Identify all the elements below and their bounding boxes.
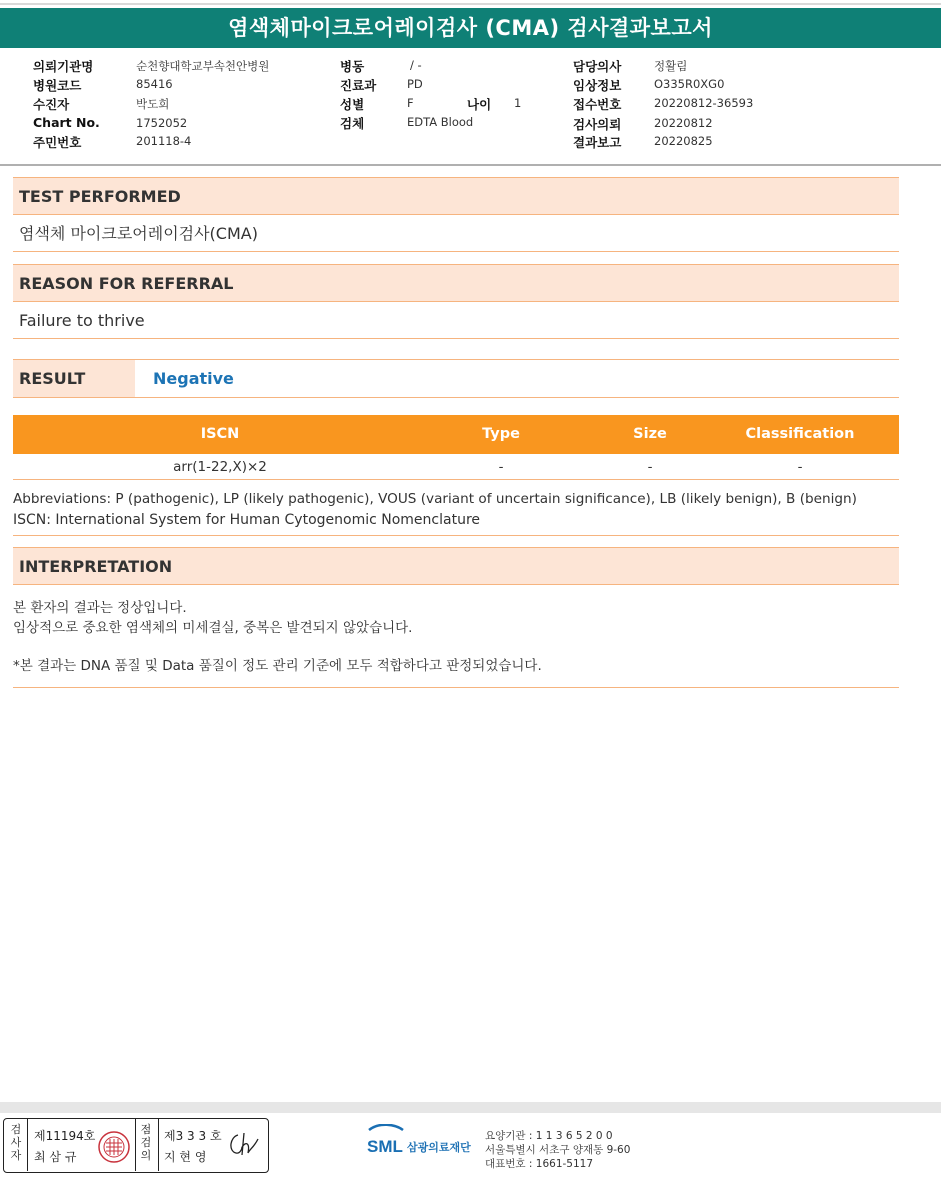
reviewer-label bbox=[137, 1123, 155, 1175]
age-label: 나이 bbox=[467, 97, 492, 112]
org-registration: 요양기관 : 1 1 3 6 5 2 0 0 bbox=[485, 1130, 613, 1142]
separator bbox=[158, 1119, 159, 1171]
report-title: 염색체마이크로어레이검사 (CMA) 검사결과보고서 bbox=[0, 8, 941, 48]
col-type: Type bbox=[482, 426, 520, 442]
specimen-label: 검체 bbox=[340, 116, 365, 131]
header-divider bbox=[0, 164, 941, 166]
interpretation-line-1: 본 환자의 결과는 정상입니다. bbox=[13, 600, 187, 616]
interpretation-note: *본 결과는 DNA 품질 및 Data 품질이 정도 관리 기준에 모두 적합하다고 판정되었습니다. bbox=[13, 658, 542, 674]
accession-value: 20220812-36593 bbox=[654, 96, 754, 110]
result-heading: RESULT bbox=[13, 360, 135, 397]
clinical-info-label: 임상정보 bbox=[573, 78, 622, 93]
inspector-label-text: 검사자 bbox=[10, 1123, 22, 1162]
separator bbox=[27, 1119, 28, 1171]
report-date-value: 20220825 bbox=[654, 134, 713, 148]
department-label: 진료과 bbox=[340, 78, 377, 93]
resident-no-label: 주민번호 bbox=[33, 135, 82, 150]
col-classification: Classification bbox=[745, 426, 855, 442]
top-divider bbox=[0, 3, 941, 5]
interpretation-line-2: 임상적으로 중요한 염색체의 미세결실, 중복은 발견되지 않았습니다. bbox=[13, 620, 413, 636]
header-col3 bbox=[573, 57, 833, 157]
col-iscn: ISCN bbox=[200, 426, 240, 442]
cell-type: - bbox=[498, 459, 504, 475]
reviewer-license: 제3 3 3 호 bbox=[164, 1129, 222, 1143]
department-value: PD bbox=[407, 77, 423, 91]
signature-box bbox=[3, 1118, 269, 1173]
ward-label: 병동 bbox=[340, 59, 365, 74]
ward-value: / - bbox=[410, 58, 422, 72]
physician-label: 담당의사 bbox=[573, 59, 622, 74]
sml-logo-text: SML bbox=[367, 1137, 403, 1156]
cell-size: - bbox=[647, 459, 653, 475]
iscn-definition-line: ISCN: International System for Human Cytogenomic Nomenclature bbox=[13, 512, 481, 528]
result-value: Negative bbox=[153, 369, 234, 388]
interpretation-heading: INTERPRETATION bbox=[13, 547, 899, 585]
org-address: 서울특별시 서초구 양재동 9-60 bbox=[485, 1144, 631, 1156]
clinical-info-value: O335R0XG0 bbox=[654, 77, 725, 91]
institution-label: 의뢰기관명 bbox=[33, 59, 94, 74]
institution-value: 순천향대학교부속천안병원 bbox=[136, 59, 270, 73]
header-col1 bbox=[33, 57, 313, 157]
request-date-value: 20220812 bbox=[654, 116, 713, 130]
separator bbox=[135, 1119, 136, 1171]
hospital-code-label: 병원코드 bbox=[33, 78, 82, 93]
age-value: 1 bbox=[514, 96, 522, 110]
reason-heading: REASON FOR REFERRAL bbox=[13, 264, 899, 302]
footer-band bbox=[0, 1102, 941, 1113]
cell-classification: - bbox=[797, 459, 803, 475]
request-date-label: 검사의뢰 bbox=[573, 117, 622, 132]
abbr-divider bbox=[13, 535, 899, 536]
signature-icon bbox=[224, 1129, 264, 1161]
sex-value: F bbox=[407, 96, 414, 110]
iscn-table-header bbox=[13, 415, 899, 454]
sex-label: 성별 bbox=[340, 97, 365, 112]
org-name: 삼광의료재단 bbox=[407, 1141, 471, 1154]
inspector-label bbox=[7, 1123, 25, 1175]
reason-value: Failure to thrive bbox=[13, 303, 899, 339]
table-row bbox=[13, 454, 899, 480]
inspector-license: 제11194호 bbox=[34, 1129, 96, 1143]
accession-label: 접수번호 bbox=[573, 97, 622, 112]
sml-logo-icon bbox=[365, 1124, 407, 1160]
cell-iscn: arr(1-22,X)×2 bbox=[173, 459, 267, 475]
chart-no-label: Chart No. bbox=[33, 115, 100, 130]
inspector-name: 최 삼 규 bbox=[34, 1150, 77, 1164]
seal-icon bbox=[96, 1129, 132, 1165]
reviewer-label-text: 점검의 bbox=[140, 1123, 152, 1162]
specimen-value: EDTA Blood bbox=[407, 115, 474, 129]
test-performed-value: 염색체 마이크로어레이검사(CMA) bbox=[13, 216, 899, 252]
chart-no-value: 1752052 bbox=[136, 116, 188, 130]
reviewer-name: 지 현 영 bbox=[164, 1150, 207, 1164]
patient-label: 수진자 bbox=[33, 97, 70, 112]
interpretation-divider bbox=[13, 687, 899, 688]
physician-value: 정활림 bbox=[654, 59, 688, 73]
resident-no-value: 201118-4 bbox=[136, 134, 192, 148]
hospital-code-value: 85416 bbox=[136, 77, 173, 91]
header-col2 bbox=[340, 57, 540, 137]
col-size: Size bbox=[633, 426, 667, 442]
report-date-label: 결과보고 bbox=[573, 135, 622, 150]
abbreviations-line: Abbreviations: P (pathogenic), LP (likely pathogenic), VOUS (variant of uncertain significance), LB (likely benign), B (benign) bbox=[13, 491, 857, 507]
org-phone: 대표번호 : 1661-5117 bbox=[485, 1158, 594, 1170]
test-performed-heading: TEST PERFORMED bbox=[13, 177, 899, 215]
result-row bbox=[13, 359, 899, 398]
patient-value: 박도희 bbox=[136, 97, 170, 111]
